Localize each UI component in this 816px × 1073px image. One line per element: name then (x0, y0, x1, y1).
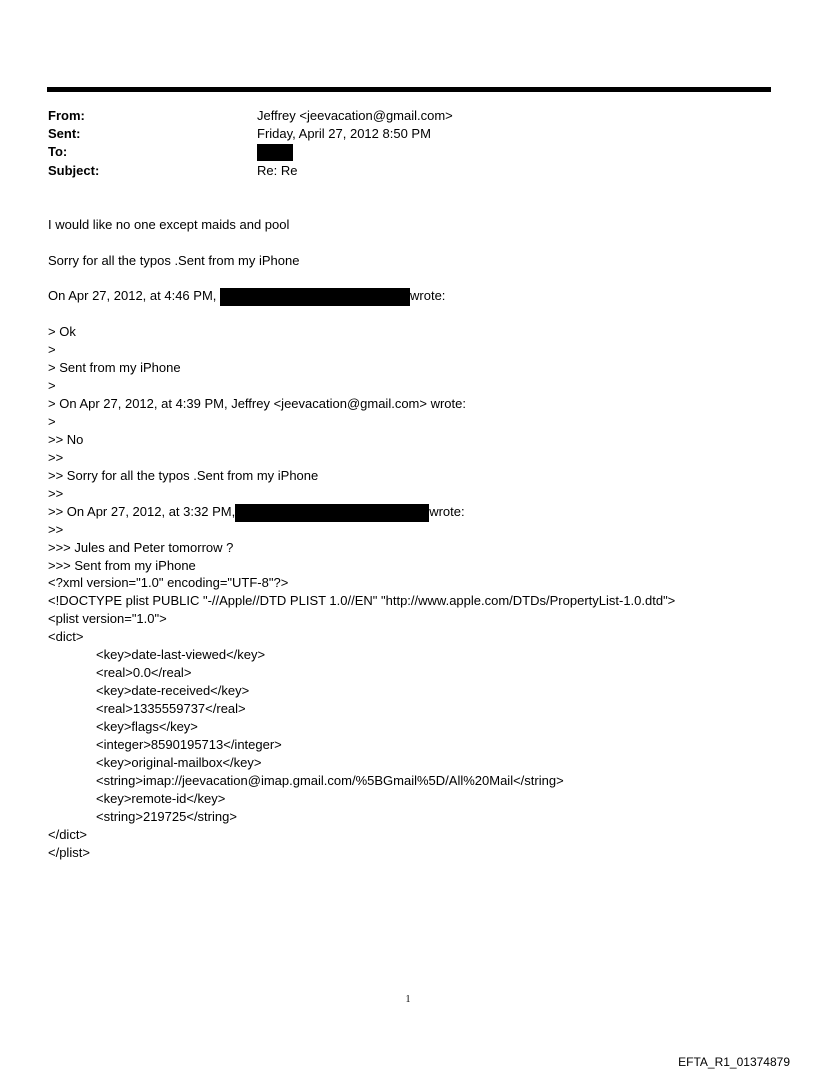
attribution-prefix: >> On Apr 27, 2012, at 3:32 PM, (48, 504, 236, 519)
quoted-line: > (48, 342, 56, 357)
plist-line: <key>flags</key> (96, 719, 198, 734)
to-label: To: (48, 144, 68, 159)
quote-attribution (48, 287, 445, 306)
header-rule (47, 87, 771, 92)
body-line: Sorry for all the typos .Sent from my iPhone (48, 253, 300, 268)
plist-line: <plist version="1.0"> (48, 611, 167, 626)
to-value (257, 143, 293, 161)
redaction-box (257, 144, 293, 161)
attribution-prefix: On Apr 27, 2012, at 4:46 PM, (48, 288, 217, 303)
quoted-line: >> (48, 486, 64, 501)
subject-value: Re: Re (257, 163, 298, 178)
plist-line: <key>date-last-viewed</key> (96, 647, 266, 662)
plist-line: <key>original-mailbox</key> (96, 755, 262, 770)
plist-line: </plist> (48, 845, 90, 860)
page-number: 1 (405, 994, 411, 1005)
quoted-line: >>> Jules and Peter tomorrow ? (48, 540, 234, 555)
redaction-box (220, 288, 410, 306)
quoted-line: >> (48, 450, 64, 465)
quote-attribution (48, 503, 465, 522)
plist-line: <dict> (48, 629, 84, 644)
bates-number: EFTA_R1_01374879 (678, 1055, 790, 1069)
quoted-line: >>> Sent from my iPhone (48, 558, 196, 573)
quoted-line: >> No (48, 432, 84, 447)
quoted-line: >> Sorry for all the typos .Sent from my iPhone (48, 468, 319, 483)
plist-line: <integer>8590195713</integer> (96, 737, 282, 752)
plist-line: <!DOCTYPE plist PUBLIC "-//Apple//DTD PLIST 1.0//EN" "http://www.apple.com/DTDs/PropertyList-1.0.dtd"> (48, 593, 676, 608)
quoted-line: > On Apr 27, 2012, at 4:39 PM, Jeffrey <jeevacation@gmail.com> wrote: (48, 396, 466, 411)
quoted-line: > (48, 414, 56, 429)
subject-label: Subject: (48, 163, 100, 178)
plist-line: <key>date-received</key> (96, 683, 250, 698)
quoted-line: > Ok (48, 324, 76, 339)
plist-line: <string>219725</string> (96, 809, 237, 824)
plist-line: <key>remote-id</key> (96, 791, 226, 806)
quoted-line: >> (48, 522, 64, 537)
plist-line: <?xml version="1.0" encoding="UTF-8"?> (48, 575, 289, 590)
body-line: I would like no one except maids and pool (48, 217, 290, 232)
from-value: Jeffrey <jeevacation@gmail.com> (257, 108, 453, 123)
attribution-suffix: wrote: (429, 504, 465, 519)
plist-line: <string>imap://jeevacation@imap.gmail.com/%5BGmail%5D/All%20Mail</string> (96, 773, 564, 788)
quoted-line: > Sent from my iPhone (48, 360, 181, 375)
attribution-suffix: wrote: (410, 288, 446, 303)
sent-label: Sent: (48, 126, 81, 141)
plist-line: </dict> (48, 827, 88, 842)
sent-value: Friday, April 27, 2012 8:50 PM (257, 126, 431, 141)
redaction-box (235, 504, 429, 522)
plist-line: <real>1335559737</real> (96, 701, 246, 716)
from-label: From: (48, 108, 85, 123)
plist-line: <real>0.0</real> (96, 665, 192, 680)
quoted-line: > (48, 378, 56, 393)
